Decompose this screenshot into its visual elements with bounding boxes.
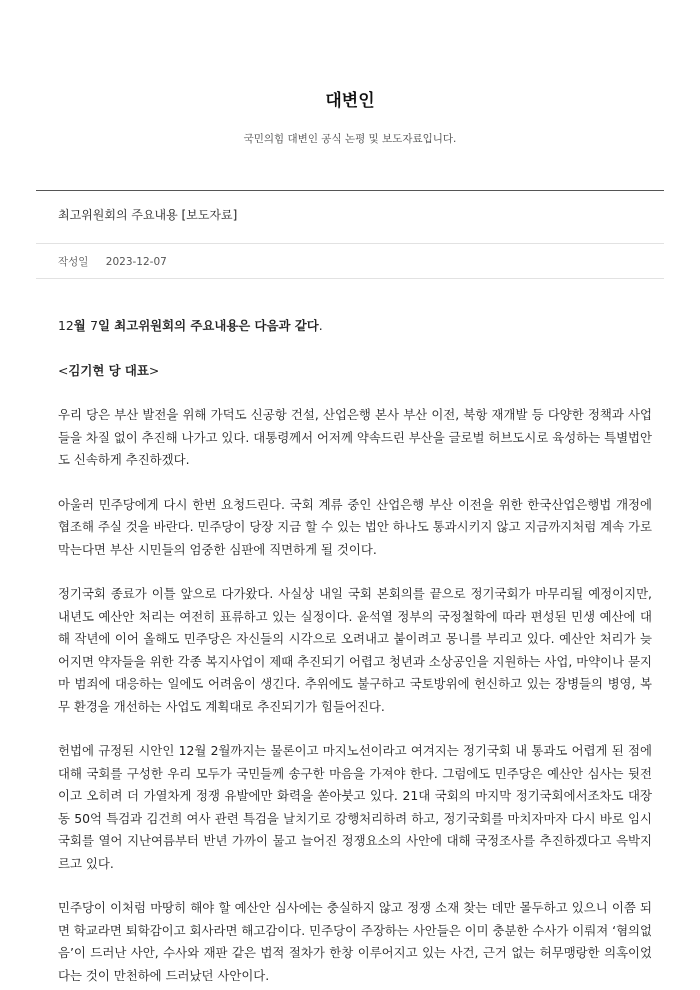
date-label: 작성일 [58, 256, 89, 268]
lead-text: 일 최고위원회의 주요내용은 다음과 같다 [97, 318, 319, 333]
lead-month-unit: 월 [73, 318, 91, 333]
paragraph-3: 정기국회 종료가 이틀 앞으로 다가왔다. 사실상 내일 국회 본회의를 끝으로 정기국회가 마무리될 예정이지만, 내년도 예산안 처리는 여전히 표류하고 있는 실정이다. 윤석열 정부의 국정철학에 따라 편성된 민생 예산에 대해 작년에 이어 올해도 민주당은 자신들의 시각으로 오려내고 붙이려고 몽니를 부리고 있다. 예산안 처리가 늦어지면 약자들을 위한 각종 복지사업이 제때 추진되기 어렵고 청년과 소상공인을 지원하는 사업, 마약이나 묻지마 범죄에 대응하는 일에도 어려움이 생긴다. 추위에도 불구하고 국토방위에 헌신하고 있는 장병들의 병영, 복무 환경을 개선하는 사업도 계획대로 추진되기가 힘들어진다. [58, 586, 652, 714]
date-value: 2023-12-07 [105, 256, 167, 268]
site-header [0, 0, 700, 146]
site-title: 대변인 [325, 91, 375, 111]
paragraph-1: 우리 당은 부산 발전을 위해 가덕도 신공항 건설, 산업은행 본사 부산 이전, 북항 재개발 등 다양한 정책과 사업들을 차질 없이 추진해 나가고 있다. 대통령께서 어저께 약속드린 부산을 글로벌 허브도시로 육성하는 특별법안도 신속하게 추진하겠다. [58, 407, 652, 467]
paragraph-5: 민주당이 이처럼 마땅히 해야 할 예산안 심사에는 충실하지 않고 정쟁 소재 찾는 데만 몰두하고 있으니 이쯤 되면 학교라면 퇴학감이고 회사라면 해고감이다. 민주당이 주장하는 사안들은 이미 충분한 수사가 이뤄져 ‘혐의없음’이 드러난 사안, 수사와 재판 같은 법적 절차가 한창 이루어지고 있는 사건, 근거 없는 허무맹랑한 의혹이었다는 것이 만천하에 드러났던 사안이다. [58, 900, 652, 983]
section-heading-close: > [148, 362, 160, 378]
section-heading-open: < [58, 362, 69, 378]
article-meta [36, 244, 664, 279]
section-heading-text: 김기현 당 대표 [68, 362, 149, 378]
article-body [0, 279, 700, 987]
paragraph-2: 아울러 민주당에게 다시 한번 요청드린다. 국회 계류 중인 산업은행 부산 이전을 위한 한국산업은행법 개정에 협조해 주실 것을 바란다. 민주당이 당장 지금 할 수 있는 법안 하나도 통과시키지 않고 지금까지처럼 계속 가로막는다면 부산 시민들의 엄중한 심판에 직면하게 될 것이다. [58, 496, 652, 557]
article-header [36, 190, 664, 279]
lead-month-number: 12 [58, 318, 74, 333]
lead-day-number: 7 [90, 318, 98, 333]
article-title: 최고위원회의 주요내용 [보도자료] [36, 191, 664, 244]
lead-period: . [318, 318, 323, 333]
paragraph-4: 헌법에 규정된 시안인 12월 2월까지는 물론이고 마지노선이라고 여겨지는 정기국회 내 통과도 어렵게 된 점에 대해 국회를 구성한 우리 모두가 국민들께 송구한 마음을 가져야 한다. 그럼에도 민주당은 예산안 심사는 뒷전이고 오히려 더 가열차게 정쟁 유발에만 화력을 쏟아붓고 있다. 21대 국회의 마지막 정기국회에서조차도 대장동 50억 특검과 김건희 여사 관련 특검을 날치기로 강행처리하려 하고, 정기국회를 마치자마자 다시 바로 임시국회를 열어 지난여름부터 반년 가까이 물고 늘어진 정쟁요소의 사안에 대해 국정조사를 추진하겠다고 윽박지르고 있다. [58, 743, 652, 871]
lead-sentence [58, 315, 652, 338]
site-subtitle: 국민의힘 대변인 공식 논평 및 보도자료입니다. [243, 133, 457, 145]
section-heading [58, 360, 652, 383]
